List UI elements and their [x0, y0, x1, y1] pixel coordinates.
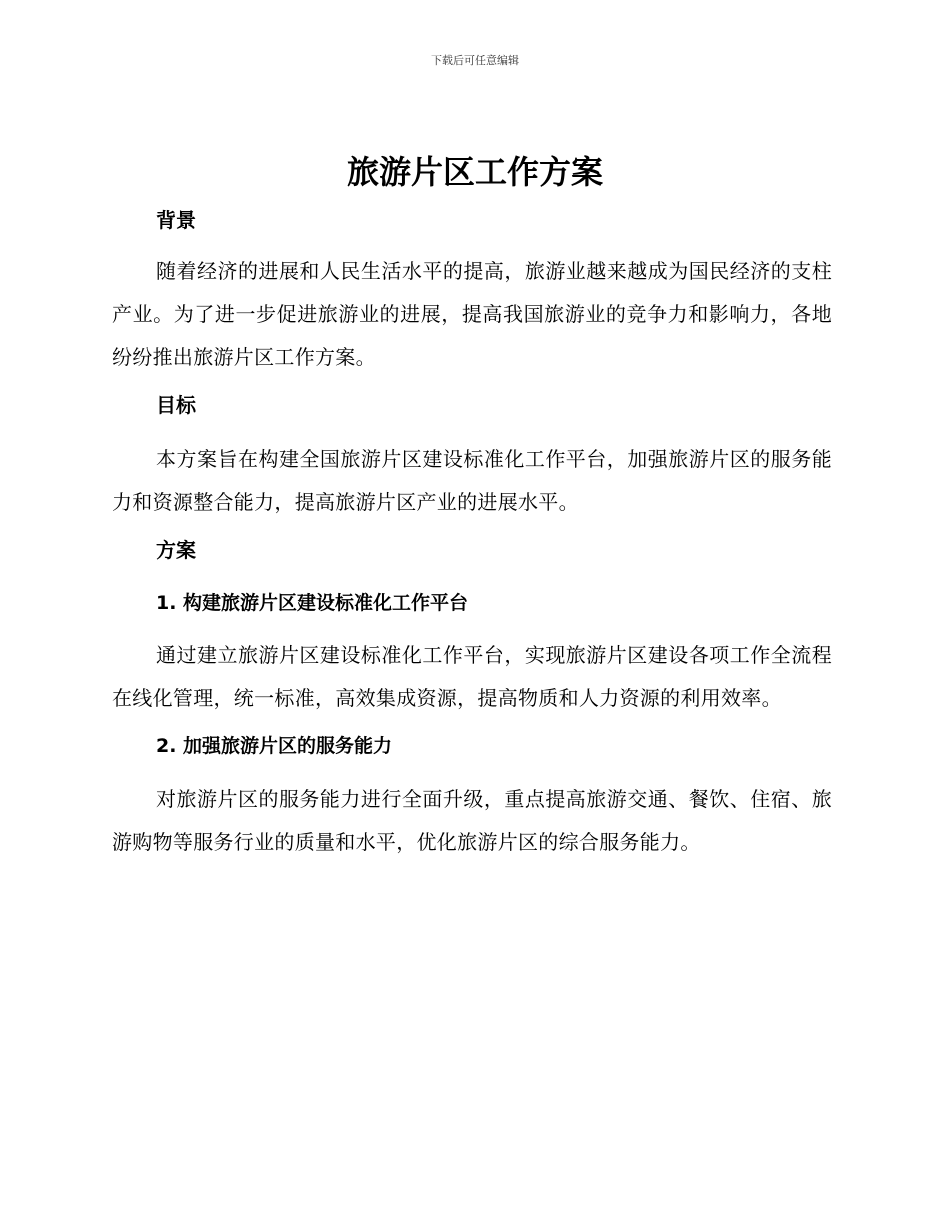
paragraph-goal: 本方案旨在构建全国旅游片区建设标准化工作平台，加强旅游片区的服务能力和资源整合能力，提高旅游片区产业的进展水平。: [112, 447, 832, 514]
subsection-heading-2: 2. 加强旅游片区的服务能力: [156, 735, 393, 757]
header-note: 下载后可任意编辑: [431, 54, 519, 67]
subsection-heading-1: 1. 构建旅游片区建设标准化工作平台: [156, 592, 469, 614]
section-heading-plan: 方案: [156, 538, 196, 562]
section-heading-goal: 目标: [156, 393, 196, 417]
document-title: 旅游片区工作方案: [346, 153, 603, 191]
paragraph-subsection-1: 通过建立旅游片区建设标准化工作平台，实现旅游片区建设各项工作全流程在线化管理，统一标准，高效集成资源，提高物质和人力资源的利用效率。: [112, 643, 832, 710]
document-body: [112, 202, 832, 864]
paragraph-subsection-2: 对旅游片区的服务能力进行全面升级，重点提高旅游交通、餐饮、住宿、旅游购物等服务行业的质量和水平，优化旅游片区的综合服务能力。: [112, 787, 832, 854]
paragraph-background: 随着经济的进展和人民生活水平的提高，旅游业越来越成为国民经济的支柱产业。为了进一步促进旅游业的进展，提高我国旅游业的竞争力和影响力，各地纷纷推出旅游片区工作方案。: [112, 259, 832, 369]
section-heading-background: 背景: [156, 208, 196, 232]
